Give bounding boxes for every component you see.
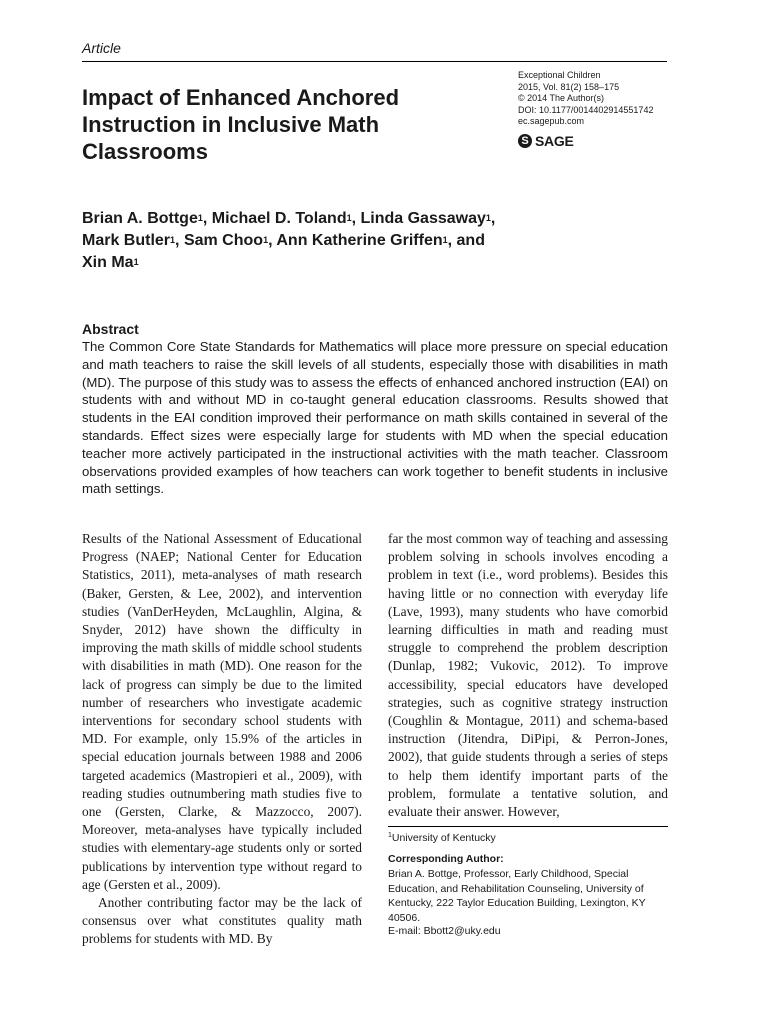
affiliation-footnote xyxy=(388,832,496,844)
affiliation-mark: 1 xyxy=(133,257,139,267)
body-paragraph: far the most common way of teaching and assessing problem solving in schools involves encoding a problem in text (i.e., word problems). Besides this having little or no connection with everyday life (Lave, 1993), many students who have comorbid learning difficulties in math and reading must struggle to comprehend the problem description (Dunlap, 1982; Vukovic, 2012). To improve accessibility, special educators have developed strategies, such as cognitive strategy instruction (Coughlin & Montague, 2011) and schema-based instruction (Jitendra, DiPipi, & Perron-Jones, 2002), that guide students through a series of steps to help them identify important parts of the problem, formulate a tentative solution, and evaluate their answer. However, xyxy=(388,531,668,820)
paper-title: Impact of Enhanced Anchored Instruction in Inclusive Math Classrooms xyxy=(82,85,400,164)
copyright: © 2014 The Author(s) xyxy=(518,93,605,103)
body-column-right xyxy=(388,530,668,821)
abstract-heading: Abstract xyxy=(82,321,139,337)
author-separator: , xyxy=(490,210,496,227)
author-name: Brian A. Bottge xyxy=(82,210,198,227)
affiliation-mark: 1 xyxy=(170,235,176,245)
author-separator: , xyxy=(175,232,184,249)
author-name: Ann Katherine Griffen xyxy=(276,232,443,249)
body-paragraph: Another contributing factor may be the lack of consensus over what constitutes quality math problems for students with MD. By xyxy=(82,895,362,947)
journal-name: Exceptional Children xyxy=(518,70,601,80)
body-paragraph: Results of the National Assessment of Educational Progress (NAEP; National Center for Education Statistics, 2011), meta-analyses of math research (Baker, Gersten, & Lee, 2002), and intervention studies (VanDerHeyden, McLaughlin, Algina, & Snyder, 2012) have shown the difficulty in improving the math skills of middle school students with disabilities in math (MD). One reason for the lack of progress can simply be due to the limited number of researchers who investigate academic interventions for secondary school students with MD. For example, only 15.9% of the articles in special education journals between 1988 and 2006 targeted academics (Mastropieri et al., 2009), with reading studies outnumbering math studies five to one (Gersten, Clarke, & Mazzocco, 2007). Moreover, meta-analyses have typically included studies with elementary-age students only or sorted publications by intervention type without regard to age (Gersten et al., 2009). xyxy=(82,531,362,892)
affiliation-text: University of Kentucky xyxy=(391,832,496,844)
journal-site[interactable]: ec.sagepub.com xyxy=(518,116,585,126)
affiliation-mark: 1 xyxy=(197,213,203,223)
journal-volume: 2015, Vol. 81(2) 158–175 xyxy=(518,81,620,92)
author-name: Michael D. Toland xyxy=(211,210,347,227)
publisher-logo xyxy=(518,133,573,149)
author-name: Linda Gassaway xyxy=(360,210,486,227)
author-separator: , xyxy=(202,210,212,227)
author-separator: , xyxy=(268,232,277,249)
author-name: Xin Ma xyxy=(82,254,134,271)
author-separator: , and xyxy=(447,232,485,249)
affiliation-mark: 1 xyxy=(485,213,491,223)
body-column-left xyxy=(82,530,362,949)
author-list xyxy=(82,208,582,274)
sage-logo-icon: S xyxy=(518,134,532,148)
corresponding-author-heading: Corresponding Author: xyxy=(388,853,504,865)
corresponding-email[interactable]: E-mail: Bbott2@uky.edu xyxy=(388,925,501,937)
author-name: Mark Butler xyxy=(82,232,171,249)
doi[interactable]: DOI: 10.1177/0014402914551742 xyxy=(518,104,654,115)
affiliation-mark: 1 xyxy=(263,235,269,245)
article-type-label: Article xyxy=(82,40,121,56)
affiliation-mark: 1 xyxy=(388,832,392,839)
affiliation-mark: 1 xyxy=(346,213,352,223)
author-separator: , xyxy=(351,210,361,227)
footnote-rule xyxy=(388,826,668,827)
journal-meta xyxy=(518,70,678,128)
affiliation-mark: 1 xyxy=(442,235,448,245)
author-name: Sam Choo xyxy=(183,232,264,249)
corresponding-author-details: Brian A. Bottge, Professor, Early Childhood, Special Education, and Rehabilitation Counseling, University of Kentucky, 222 Taylor Education Building, Lexington, KY 40506. xyxy=(388,868,646,925)
publisher-logo-text: SAGE xyxy=(535,133,574,149)
abstract-body: The Common Core State Standards for Mathematics will place more pressure on special education and math teachers to raise the skill levels of all students, especially those with disabilities in math (MD). The purpose of this study was to assess the effects of enhanced anchored instruction (EAI) on students with and without MD in co-taught general education classrooms. Results showed that students in the EAI condition improved their performance on math skills contained in several of the standards. Effect sizes were especially large for students with MD when the special education teacher more actively participated in the instructional activities with the math teacher. Classroom observations provided examples of how teachers can work together to benefit students in inclusive math settings. xyxy=(82,339,668,497)
header-rule xyxy=(82,61,667,62)
